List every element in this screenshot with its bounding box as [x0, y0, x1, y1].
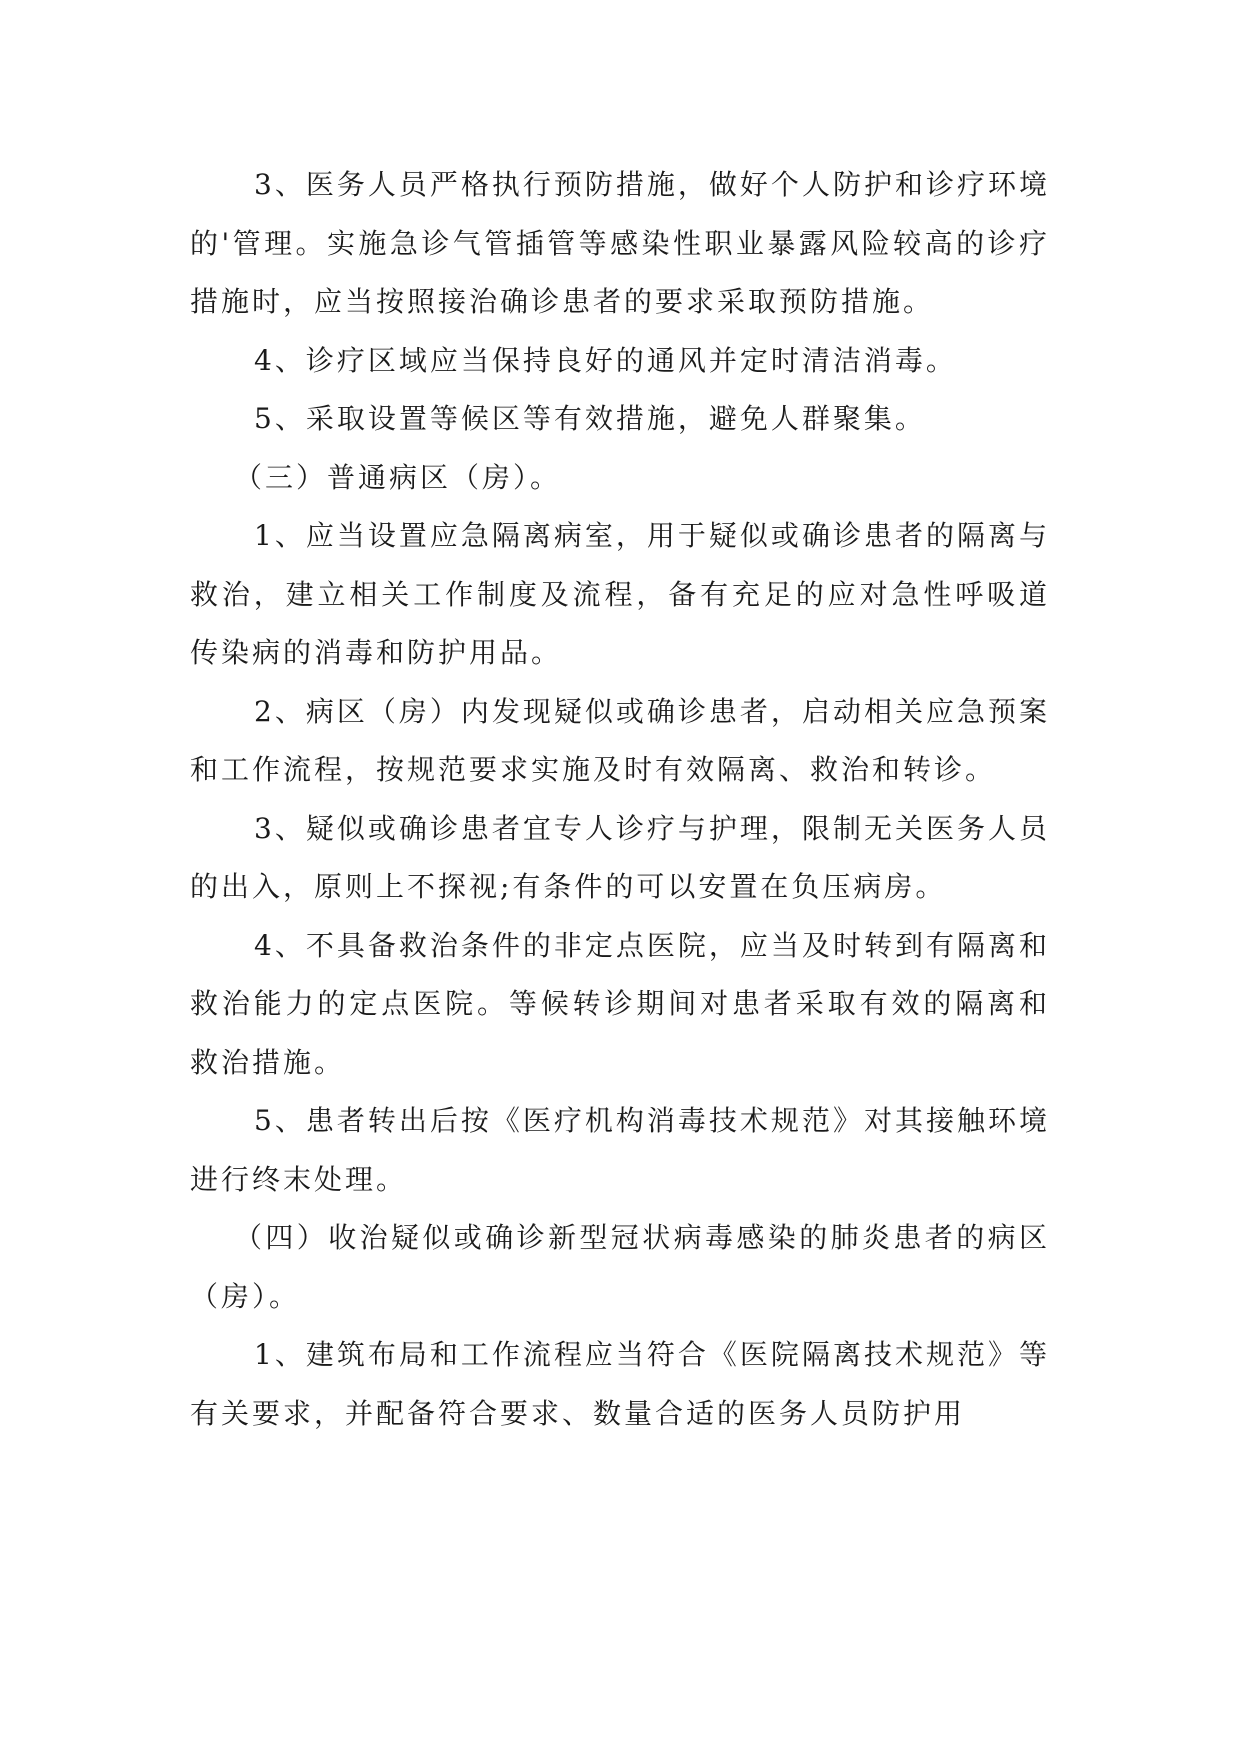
- paragraph-emergency-plan: 2、病区（房）内发现疑似或确诊患者，启动相关应急预案和工作流程，按规范要求实施及时有效隔离、救治和转诊。: [190, 694, 1050, 786]
- paragraph-isolation-room: 1、应当设置应急隔离病室，用于疑似或确诊患者的隔离与救治，建立相关工作制度及流程，备有充足的应对急性呼吸道传染病的消毒和防护用品。: [190, 519, 1050, 669]
- paragraph-ventilation: 4、诊疗区域应当保持良好的通风并定时清洁消毒。: [254, 343, 957, 377]
- paragraph-building-layout: 1、建筑布局和工作流程应当符合《医院隔离技术规范》等有关要求，并配备符合要求、数量合适的医务人员防护用: [190, 1338, 1050, 1430]
- paragraph-transfer: 4、不具备救治条件的非定点医院，应当及时转到有隔离和救治能力的定点医院。等候转诊期间对患者采取有效的隔离和救治措施。: [190, 928, 1050, 1079]
- paragraph-terminal-disinfection: 5、患者转出后按《医疗机构消毒技术规范》对其接触环境进行终末处理。: [190, 1104, 1050, 1196]
- paragraph-dedicated-care: 3、疑似或确诊患者宜专人诊疗与护理，限制无关医务人员的出入，原则上不探视;有条件的可以安置在负压病房。: [190, 811, 1050, 903]
- document-body: [190, 156, 1050, 1443]
- section-heading-designated-ward: （四）收治疑似或确诊新型冠状病毒感染的肺炎患者的病区（房）。: [190, 1221, 1050, 1313]
- section-heading-general-ward: （三）普通病区（房）。: [234, 460, 562, 494]
- paragraph-waiting-area: 5、采取设置等候区等有效措施，避免人群聚集。: [254, 402, 926, 435]
- paragraph-staff-protection: 3、医务人员严格执行预防措施，做好个人防护和诊疗环境的'管理。实施急诊气管插管等感染性职业暴露风险较高的诊疗措施时，应当按照接治确诊患者的要求采取预防措施。: [190, 168, 1050, 318]
